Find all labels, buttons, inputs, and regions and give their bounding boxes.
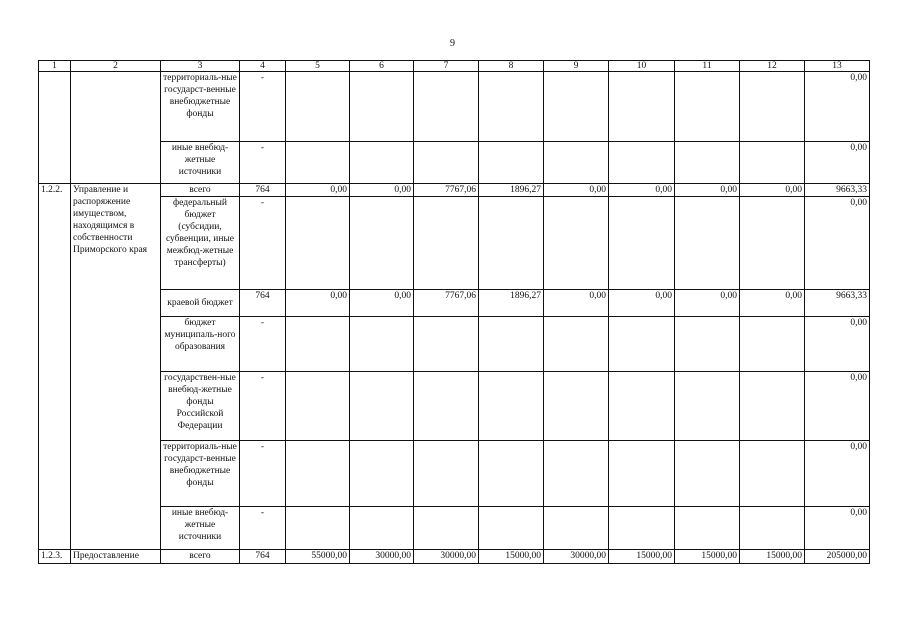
year-value: 7767,06 [414,184,479,197]
year-value [286,372,350,441]
year-value [544,317,609,372]
item-number [39,72,71,184]
column-header: 7 [414,61,479,72]
budget-code: - [240,507,286,550]
year-value: 0,00 [609,184,675,197]
item-name: Управление и распоряжение имуществом, находящимся в собственности Приморского края [71,184,161,550]
year-value [740,197,805,290]
year-value: 55000,00 [286,550,350,564]
budget-code: - [240,317,286,372]
budget-code: - [240,441,286,507]
page-number: 9 [450,38,455,49]
year-value [479,72,544,142]
table-row [39,372,870,441]
total-value: 9663,33 [805,184,870,197]
budget-code: - [240,197,286,290]
budget-code: - [240,142,286,184]
column-header: 2 [71,61,161,72]
year-value [414,507,479,550]
year-value: 0,00 [675,184,740,197]
table-row [39,197,870,290]
column-header: 1 [39,61,71,72]
year-value [286,72,350,142]
year-value [740,372,805,441]
year-value: 0,00 [286,184,350,197]
year-value [609,507,675,550]
year-value: 0,00 [675,290,740,317]
year-value [414,441,479,507]
year-value: 0,00 [350,184,414,197]
year-value [609,72,675,142]
column-header: 11 [675,61,740,72]
year-value: 1896,27 [479,184,544,197]
funding-source: всего [161,184,240,197]
year-value [350,441,414,507]
table-row [39,441,870,507]
year-value [740,142,805,184]
year-value [544,507,609,550]
total-value: 205000,00 [805,550,870,564]
year-value [740,441,805,507]
year-value [675,507,740,550]
year-value [609,197,675,290]
year-value [479,142,544,184]
year-value [675,197,740,290]
funding-source: иные внебюд-жетные источники [161,507,240,550]
year-value [609,372,675,441]
year-value: 0,00 [740,290,805,317]
year-value: 30000,00 [544,550,609,564]
year-value: 0,00 [609,290,675,317]
budget-code: 764 [240,290,286,317]
year-value [544,441,609,507]
table-row [39,290,870,317]
year-value: 30000,00 [414,550,479,564]
year-value: 0,00 [740,184,805,197]
table-row [39,507,870,550]
year-value [350,142,414,184]
year-value [350,317,414,372]
year-value [479,372,544,441]
year-value [286,142,350,184]
total-value: 0,00 [805,317,870,372]
year-value [544,72,609,142]
column-header: 12 [740,61,805,72]
year-value [286,317,350,372]
total-value: 0,00 [805,507,870,550]
funding-source: территориаль-ные государст-венные внебюджетные фонды [161,72,240,142]
year-value [350,507,414,550]
year-value: 0,00 [544,290,609,317]
year-value: 0,00 [286,290,350,317]
funding-source: федеральный бюджет (субсидии, субвенции, иные межбюд-жетные трансферты) [161,197,240,290]
budget-table [38,60,870,564]
budget-code: - [240,72,286,142]
year-value [675,72,740,142]
year-value [479,197,544,290]
table-row [39,72,870,142]
funding-source: всего [161,550,240,564]
year-value [286,507,350,550]
funding-source: территориаль-ные государст-венные внебюджетные фонды [161,441,240,507]
column-header: 9 [544,61,609,72]
funding-source: краевой бюджет [161,290,240,317]
column-header: 10 [609,61,675,72]
year-value [350,72,414,142]
table-row [39,142,870,184]
year-value [544,372,609,441]
budget-code: 764 [240,550,286,564]
year-value [740,507,805,550]
year-value [609,317,675,372]
year-value: 0,00 [350,290,414,317]
year-value [740,72,805,142]
item-number: 1.2.2. [39,184,71,550]
funding-source: иные внебюд-жетные источники [161,142,240,184]
year-value [675,372,740,441]
item-name: Предоставление [71,550,161,564]
year-value [414,317,479,372]
year-value [544,142,609,184]
total-value: 0,00 [805,441,870,507]
year-value [544,197,609,290]
year-value [479,507,544,550]
year-value: 0,00 [544,184,609,197]
header-row [39,61,870,72]
item-name [71,72,161,184]
total-value: 0,00 [805,142,870,184]
year-value: 15000,00 [609,550,675,564]
table-row [39,317,870,372]
year-value [740,317,805,372]
year-value [479,317,544,372]
year-value [286,441,350,507]
year-value [414,72,479,142]
column-header: 3 [161,61,240,72]
year-value [675,142,740,184]
budget-code: - [240,372,286,441]
funding-source: бюджет муниципаль-ного образования [161,317,240,372]
table-row [39,550,870,564]
year-value [414,142,479,184]
year-value: 30000,00 [350,550,414,564]
total-value: 0,00 [805,72,870,142]
year-value [609,441,675,507]
column-header: 13 [805,61,870,72]
column-header: 4 [240,61,286,72]
year-value [675,317,740,372]
year-value [414,372,479,441]
column-header: 5 [286,61,350,72]
year-value: 15000,00 [675,550,740,564]
year-value [609,142,675,184]
funding-source: государствен-ные внебюд-жетные фонды Российской Федерации [161,372,240,441]
column-header: 6 [350,61,414,72]
year-value [479,441,544,507]
total-value: 9663,33 [805,290,870,317]
total-value: 0,00 [805,372,870,441]
item-number: 1.2.3. [39,550,71,564]
budget-code: 764 [240,184,286,197]
year-value: 15000,00 [479,550,544,564]
total-value: 0,00 [805,197,870,290]
year-value: 7767,06 [414,290,479,317]
year-value [675,441,740,507]
table-row [39,184,870,197]
column-header: 8 [479,61,544,72]
year-value [350,372,414,441]
year-value: 1896,27 [479,290,544,317]
year-value [286,197,350,290]
year-value [414,197,479,290]
year-value [350,197,414,290]
year-value: 15000,00 [740,550,805,564]
